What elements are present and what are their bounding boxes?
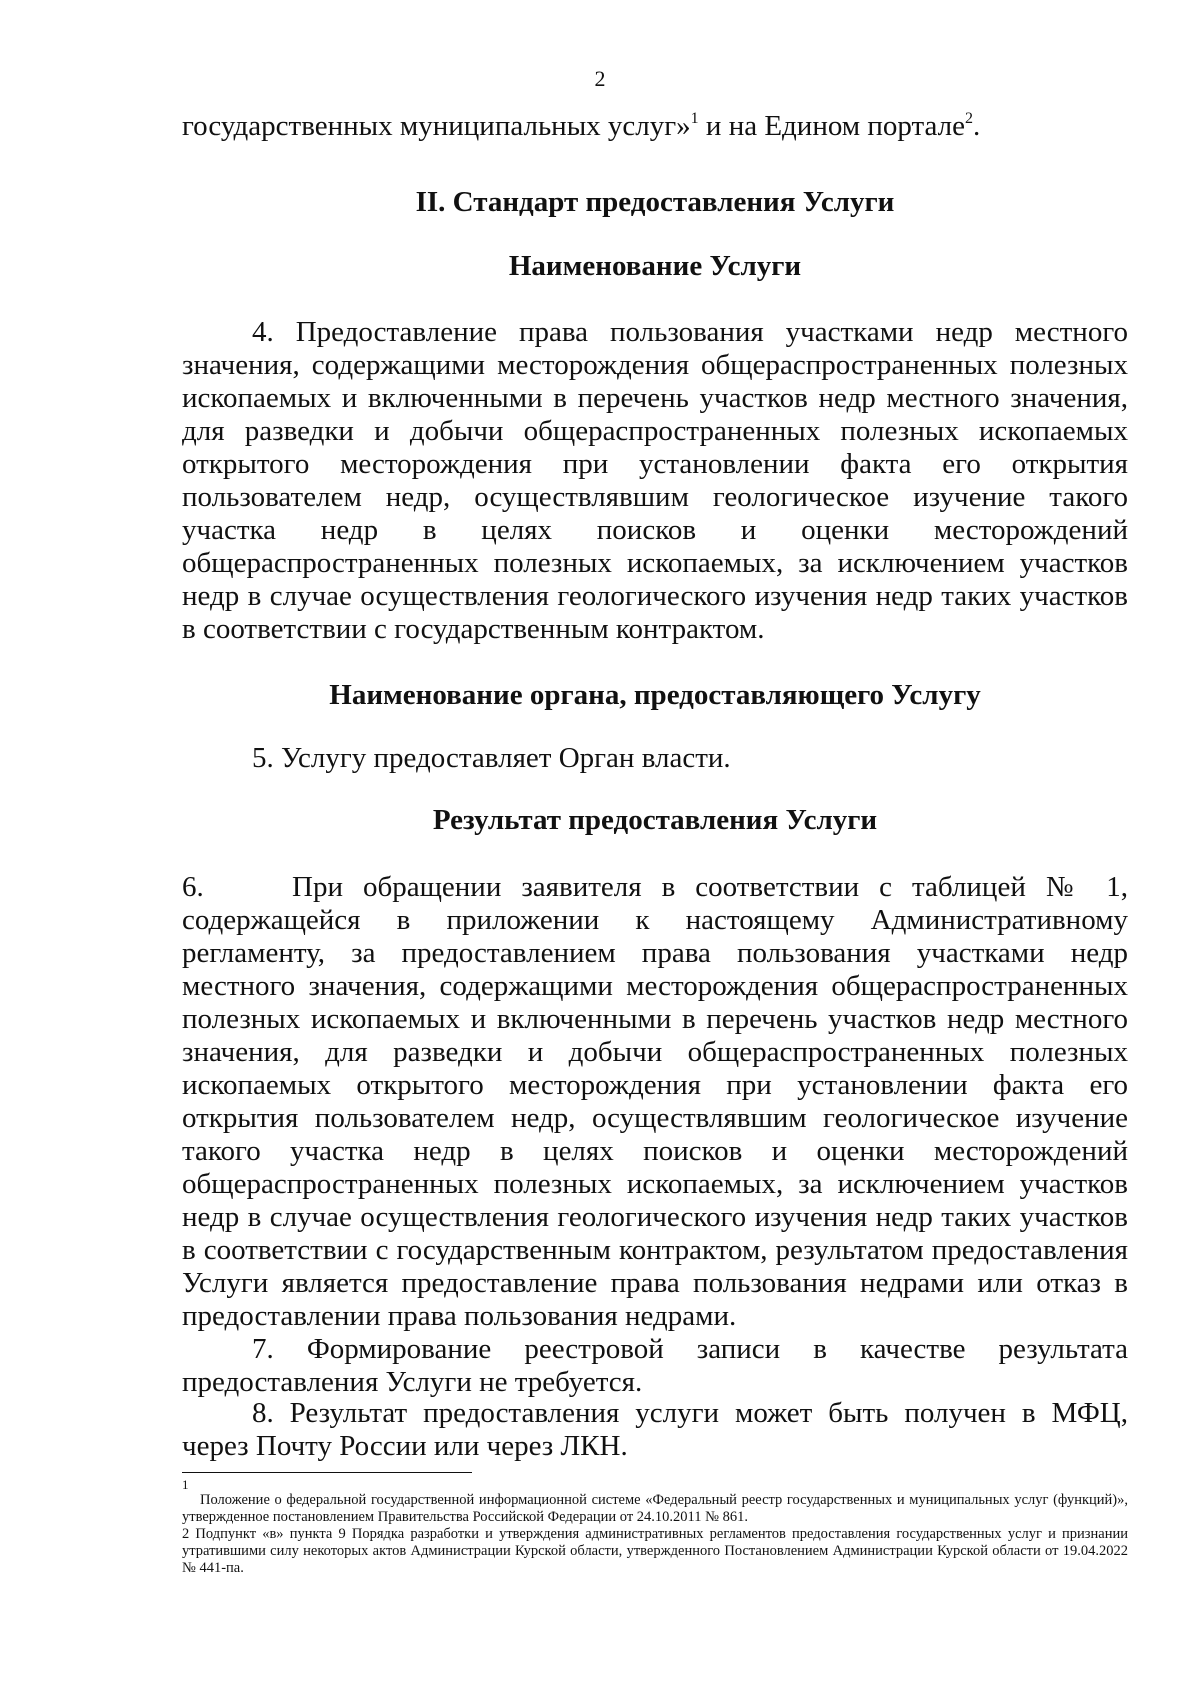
footnote-divider (182, 1472, 472, 1473)
intro-text-3: . (973, 110, 981, 142)
heading-result: Результат предоставления Услуги (432, 804, 878, 836)
intro-text: государственных муниципальных услуг» (182, 110, 691, 142)
footnote-1-mark: 1 (182, 1477, 189, 1492)
paragraph-6-text: При обращении заявителя в соответствии с таблицей № 1, содержащейся в приложении к настоящему Административному регламенту, за предоставлением права пользования участками недр местного значения, содержащими месторождения общераспространенных полезных ископаемых и включенными в перечень участков недр местного значения, для разведки и добычи общераспространенных полезных ископаемых открытого месторождения при установлении факта его открытия пользователем недр, осуществлявшим геологическое изучение такого участка недр в целях поисков и оценки месторождений общераспространенных полезных ископаемых, за исключением участков недр в случае осуществления геологического изучения недр таких участков в соответствии с государственным контрактом, результатом предоставления Услуги является предоставление права пользования недрами или отказ в предоставлении права пользования недрами. (182, 871, 1128, 1332)
paragraph-6-number: 6. (182, 871, 204, 903)
footnote-ref-1: 1 (690, 110, 699, 127)
paragraph-8 (182, 1397, 1128, 1463)
page-number: 2 (594, 66, 606, 91)
paragraph-5 (182, 742, 1128, 775)
intro-line (182, 110, 1128, 143)
paragraph-4-text: 4. Предоставление права пользования участками недр местного значения, содержащими месторождения общераспространенных полезных ископаемых и включенными в перечень участков недр местного значения, для разведки и добычи общераспространенных полезных ископаемых открытого месторождения при установлении факта его открытия пользователем недр, осуществлявшим геологическое изучение такого участка недр в целях поисков и оценки месторождений общераспространенных полезных ископаемых, за исключением участков недр в случае осуществления геологического изучения недр таких участков в соответствии с государственным контрактом. (182, 316, 1128, 645)
footnotes (182, 1478, 1128, 1577)
footnote-ref-2: 2 (965, 110, 974, 127)
paragraph-5-text: 5. Услугу предоставляет Орган власти. (252, 742, 731, 774)
footnote-2: 2 Подпункт «в» пункта 9 Порядка разработки и утверждения административных регламентов предоставления государственных услуг и признании утратившими силу некоторых актов Администрации Курской области, утвержденного Постановлением Администрации Курской области от 19.04.2022 № 441-па. (182, 1526, 1128, 1576)
heading-service-name: Наименование Услуги (508, 250, 802, 282)
section-title: II. Стандарт предоставления Услуги (415, 186, 895, 218)
footnote-1: Положение о федеральной государственной информационной системе «Федеральный реестр государственных и муниципальных услуг (функций)», утвержденное постановлением Правительства Российской Федерации от 24.10.2011 № 861. (182, 1492, 1128, 1525)
paragraph-6 (182, 871, 1128, 1333)
paragraph-8-text: 8. Результат предоставления услуги может быть получен в МФЦ, через Почту России или через ЛКН. (182, 1397, 1128, 1462)
paragraph-7-text: 7. Формирование реестровой записи в качестве результата предоставления Услуги не требуется. (182, 1333, 1128, 1398)
heading-organ: Наименование органа, предоставляющего Услугу (329, 679, 981, 711)
paragraph-4 (182, 316, 1128, 646)
paragraph-7 (182, 1333, 1128, 1399)
intro-text-2: и на Едином портале (698, 110, 966, 142)
